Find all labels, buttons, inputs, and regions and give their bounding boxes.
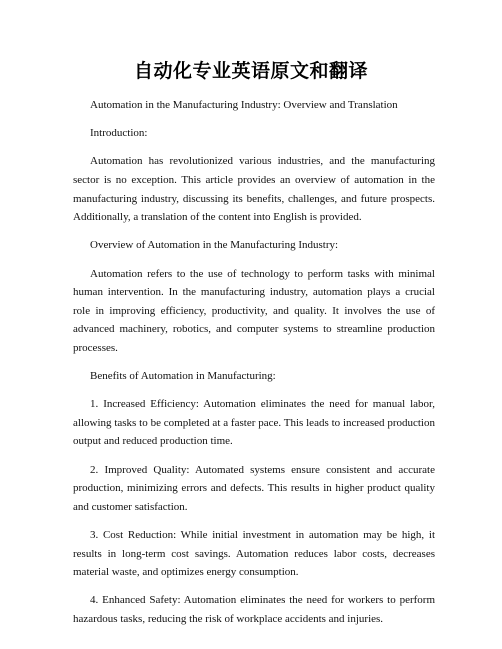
list-item: 3. Cost Reduction: While initial investment in automation may be high, it results in long-term cost savings. Automation reduces labor costs, decreases material waste, and optimizes energy consumption. bbox=[73, 529, 435, 579]
body-paragraph: Automation refers to the use of technology to perform tasks with minimal human intervention. In the manufacturing industry, automation plays a crucial role in improving efficiency, productivity, and quality. It involves the use of advanced machinery, robotics, and computer systems to streamline production processes. bbox=[73, 267, 435, 354]
subtitle-paragraph: Automation in the Manufacturing Industry: Overview and Translation bbox=[90, 99, 398, 111]
document-title: 自动化专业英语原文和翻译 bbox=[133, 60, 368, 82]
section-heading-overview: Overview of Automation in the Manufacturing Industry: bbox=[90, 239, 339, 252]
body-paragraph: Automation has revolutionized various industries, and the manufacturing sector is no exception. This article provides an overview of automation in the manufacturing industry, discussing its benefits, challenges, and future prospects. Additionally, a translation of the content into English is provided. bbox=[73, 155, 435, 224]
document-body bbox=[73, 96, 435, 629]
section-heading-introduction: Introduction: bbox=[90, 127, 148, 140]
list-item: 1. Increased Efficiency: Automation eliminates the need for manual labor, allowing tasks to be completed at a faster pace. This leads to increased production output and reduced production time. bbox=[73, 398, 435, 448]
list-item: 4. Enhanced Safety: Automation eliminates the need for workers to perform hazardous tasks, reducing the risk of workplace accidents and injuries. bbox=[73, 594, 435, 625]
list-item: 2. Improved Quality: Automated systems ensure consistent and accurate production, minimizing errors and defects. This results in higher product quality and customer satisfaction. bbox=[73, 463, 435, 513]
section-heading-benefits: Benefits of Automation in Manufacturing: bbox=[90, 370, 276, 383]
